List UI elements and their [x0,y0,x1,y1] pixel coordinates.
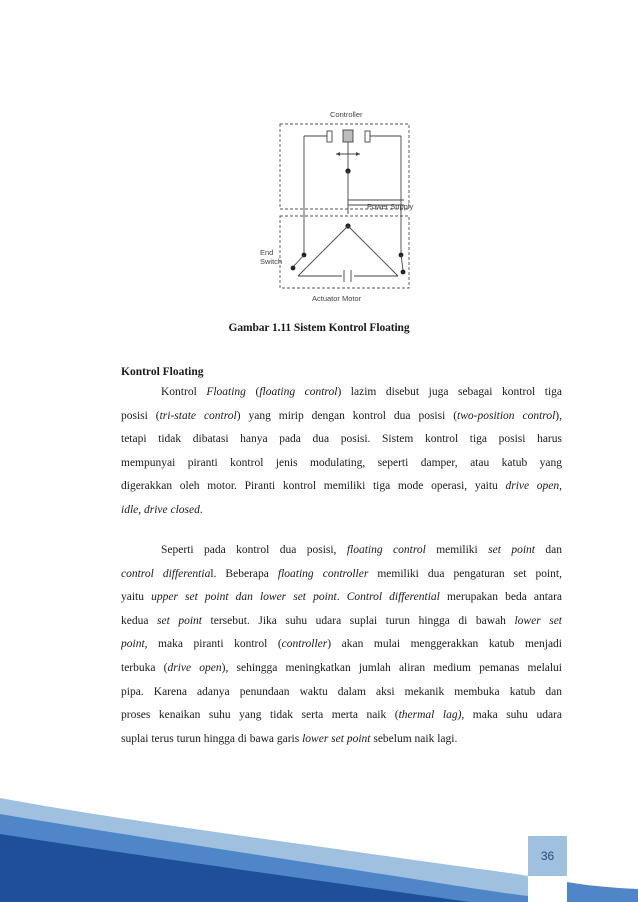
paragraph-1 [121,381,562,523]
left-end-switch [293,255,304,267]
paragraph-line: suplai terus turun hingga di bawa garis lower set point sebelum naik lagi. [121,732,458,745]
paragraph-line: kedua set point tersebut. Jika suhu udara suplai turun hingga di bawah lower set [121,614,562,627]
paragraph-line: mempunyai piranti kontrol jenis modulating, seperti damper, atau katub yang [121,456,562,469]
paragraph-2 [121,539,562,751]
actuator-motor-label: Actuator Motor [312,294,362,303]
end-switch-label-2: Switch [260,257,283,266]
section-heading: Kontrol Floating [121,366,204,378]
right-contact [365,131,370,142]
paragraph-line: tetapi tidak dibatasi hanya pada dua posisi. Sistem kontrol tiga posisi harus [121,433,562,446]
paragraph-line: pipa. Karena adanya penundaan waktu dalam aksi mekanik membuka katub dan [121,685,562,698]
diagram-svg [254,104,422,306]
end-switch-label-1: End [260,248,274,257]
paragraph-line: Kontrol Floating (floating control) lazim disebut juga sebagai kontrol tiga [161,386,562,398]
paragraph-line: posisi (tri-state control) yang mirip dengan kontrol dua posisi (two-position control), [121,409,562,422]
controller-label: Controller [330,110,363,119]
paragraph-line: terbuka (drive open), sehingga meningkatkan jumlah aliran medium pemanas melalui [121,661,562,674]
actuator-motor-box [280,216,409,288]
floating-control-diagram [254,104,422,306]
paragraph-line: digerakkan oleh motor. Piranti kontrol memiliki tiga mode operasi, yaitu drive open, [121,480,562,493]
power-supply-label: Power Supply [367,202,414,211]
paragraph-line: Seperti pada kontrol dua posisi, floating control memiliki set point dan [161,544,562,556]
paragraph-line: control differential. Beberapa floating controller memiliki dua pengaturan set point, [121,567,562,580]
center-contact [343,130,353,142]
left-contact [327,131,332,142]
paragraph-line: yaitu upper set point dan lower set point. Control differential merupakan beda antara [121,591,562,604]
figure-caption: Gambar 1.11 Sistem Kontrol Floating [228,322,410,334]
paragraph-line: point, maka piranti kontrol (controller) akan mulai menggerakkan katub menjadi [121,638,562,651]
page-number: 36 [528,836,567,876]
right-end-switch [401,255,403,270]
paragraph-line: idle, drive closed. [121,503,203,516]
paragraph-line: proses kenaikan suhu yang tidak serta merta naik (thermal lag), maka suhu udara [121,709,562,722]
